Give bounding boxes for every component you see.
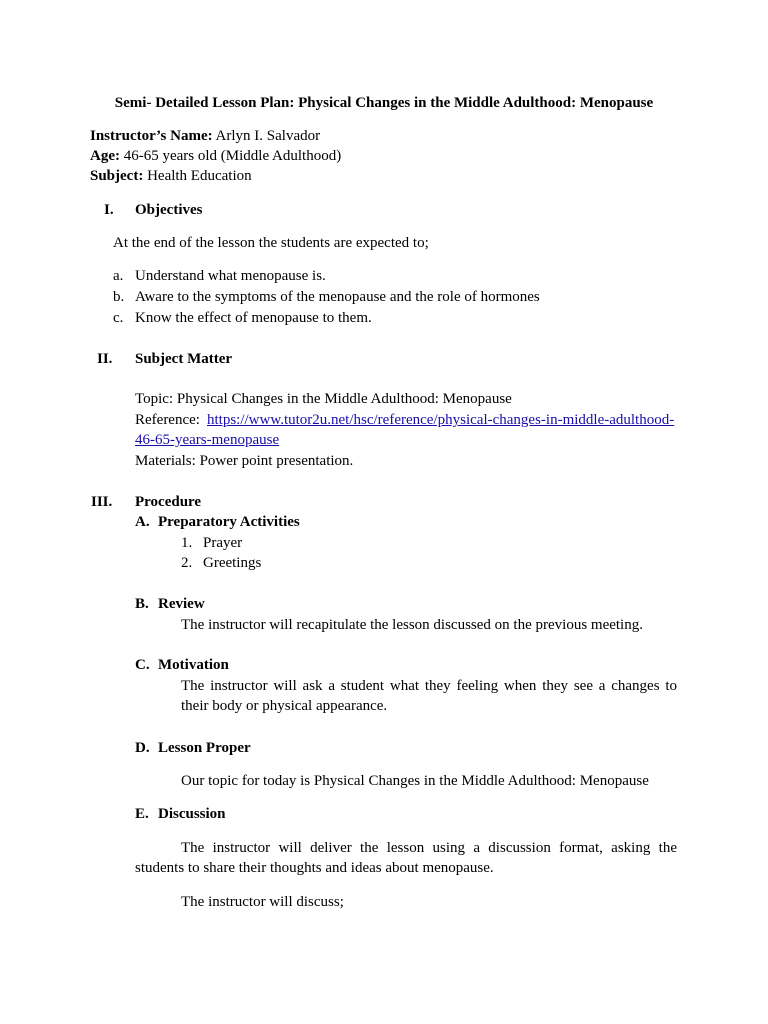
list-marker: 1. bbox=[181, 535, 193, 551]
discussion-text: The instructor will deliver the lesson using a discussion format, asking the students to share their thoughts and ideas about menopause. bbox=[135, 840, 677, 876]
subsection-marker: D. bbox=[135, 740, 150, 756]
subsection-heading-discussion: Discussion bbox=[158, 806, 226, 822]
subject-label: Subject: bbox=[90, 168, 144, 184]
section-heading-subject-matter: Subject Matter bbox=[135, 351, 233, 367]
list-item: Prayer bbox=[203, 535, 243, 551]
list-marker: b. bbox=[113, 289, 125, 305]
subsection-heading-motivation: Motivation bbox=[158, 657, 229, 673]
reference-label: Reference: bbox=[135, 412, 200, 428]
list-marker: c. bbox=[113, 310, 124, 326]
age-line bbox=[90, 146, 341, 166]
subsection-marker: A. bbox=[135, 514, 150, 530]
subsection-heading-lesson-proper: Lesson Proper bbox=[158, 740, 251, 756]
topic-line: Topic: Physical Changes in the Middle Adulthood: Menopause bbox=[135, 391, 512, 407]
section-numeral-3: III. bbox=[91, 494, 113, 510]
reference-link[interactable]: https://www.tutor2u.net/hsc/reference/physical-changes-in-middle-adulthood- bbox=[207, 412, 675, 428]
instructor-line bbox=[90, 126, 320, 146]
subject-value: Health Education bbox=[143, 168, 252, 184]
section-heading-objectives: Objectives bbox=[135, 202, 203, 218]
list-item: Aware to the symptoms of the menopause and the role of hormones bbox=[135, 289, 540, 305]
list-item: Greetings bbox=[203, 555, 262, 571]
list-marker: a. bbox=[113, 268, 124, 284]
reference-link-continued[interactable]: 46-65-years-menopause bbox=[135, 432, 280, 448]
motivation-text: The instructor will ask a student what they feeling when they see a changes to their body or physical appearance. bbox=[181, 678, 677, 714]
age-value: 46-65 years old (Middle Adulthood) bbox=[120, 148, 342, 164]
subsection-marker: E. bbox=[135, 806, 149, 822]
review-text: The instructor will recapitulate the lesson discussed on the previous meeting. bbox=[181, 617, 643, 633]
list-marker: 2. bbox=[181, 555, 193, 571]
materials-line: Materials: Power point presentation. bbox=[135, 453, 354, 469]
page-title: Semi- Detailed Lesson Plan: Physical Changes in the Middle Adulthood: Menopause bbox=[114, 95, 654, 111]
list-item: Understand what menopause is. bbox=[135, 268, 326, 284]
subject-line bbox=[90, 166, 252, 186]
subsection-marker: B. bbox=[135, 596, 149, 612]
section-heading-procedure: Procedure bbox=[135, 494, 202, 510]
objectives-intro: At the end of the lesson the students are expected to; bbox=[113, 235, 429, 251]
subsection-marker: C. bbox=[135, 657, 150, 673]
instructor-label: Instructor’s Name: bbox=[90, 128, 213, 144]
lesson-proper-text: Our topic for today is Physical Changes in the Middle Adulthood: Menopause bbox=[181, 773, 649, 789]
list-item: Know the effect of menopause to them. bbox=[135, 310, 372, 326]
subsection-heading-review: Review bbox=[158, 596, 205, 612]
section-numeral-1: I. bbox=[104, 202, 114, 218]
section-numeral-2: II. bbox=[97, 351, 113, 367]
instructor-value: Arlyn I. Salvador bbox=[212, 128, 321, 144]
age-label: Age: bbox=[90, 148, 120, 164]
discussion-text-2: The instructor will discuss; bbox=[181, 894, 344, 910]
subsection-heading-preparatory: Preparatory Activities bbox=[158, 514, 300, 530]
